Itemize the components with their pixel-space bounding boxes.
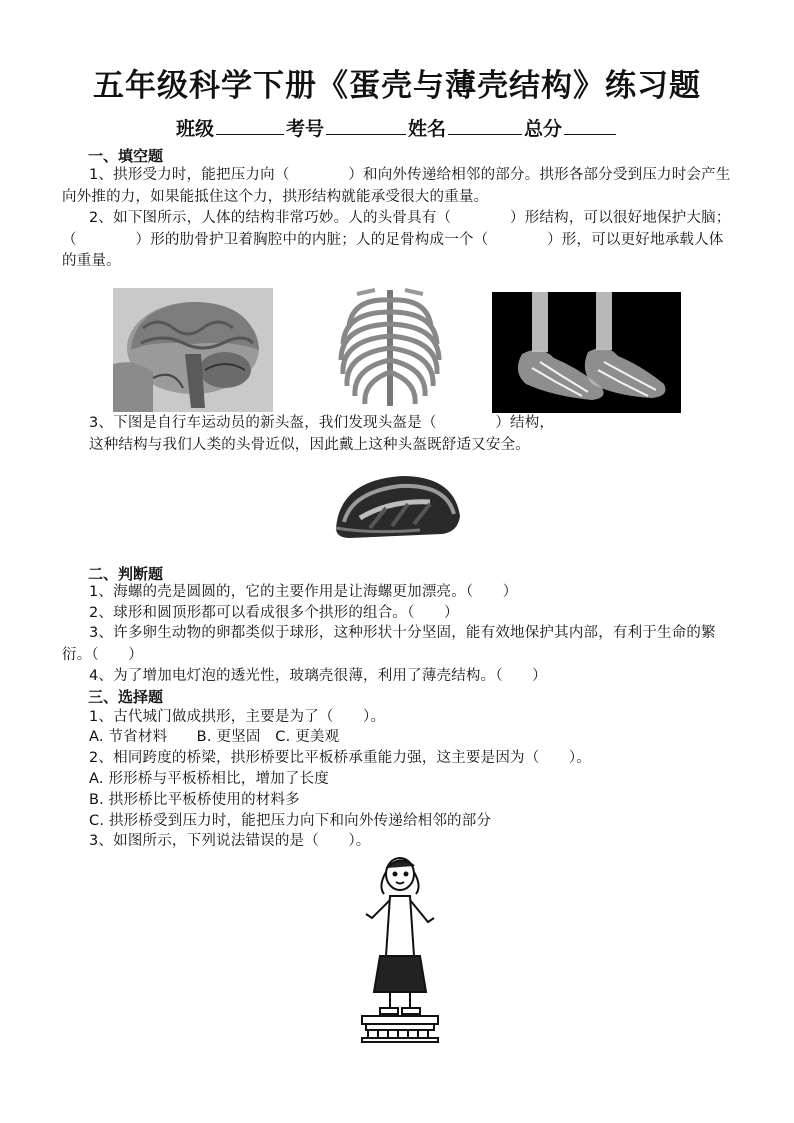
choice-question-1: 1、古代城门做成拱形，主要是为了（ ）。 — [89, 709, 386, 725]
score-label: 总分 — [524, 118, 563, 140]
fill-question-3-line1: 3、下图是自行车运动员的新头盔，我们发现头盔是（ ）结构， — [89, 415, 555, 431]
class-blank[interactable] — [216, 118, 284, 135]
skull-brain-image — [113, 288, 273, 412]
score-blank[interactable] — [564, 118, 616, 135]
fill-question-2: 2、如下图所示，人体的结构非常巧妙。人的头骨具有（ ）形结构，可以很好地保护大脑；（ ）形的肋骨护卫着胸腔中的内脏；人的足骨构成一个（ ）形，可以更好地承载人体的重量。 — [62, 210, 731, 269]
class-label: 班级 — [175, 118, 214, 140]
exam-no-label: 考号 — [285, 118, 324, 140]
student-info-line — [0, 114, 794, 141]
name-blank[interactable] — [448, 118, 522, 135]
section-multiple-choice-heading: 三、选择题 — [88, 688, 164, 706]
choice-question-2-option-c: C. 拱形桥受到压力时，能把压力向下和向外传递给相邻的部分 — [89, 813, 492, 829]
true-false-question-2: 2、球形和圆顶形都可以看成很多个拱形的组合。（ ） — [89, 605, 459, 621]
section-fill-blank-heading: 一、填空题 — [88, 147, 164, 165]
true-false-question-4: 4、为了增加电灯泡的透光性，玻璃壳很薄，利用了薄壳结构。（ ） — [89, 668, 547, 684]
section-true-false-heading: 二、判断题 — [88, 565, 164, 583]
fill-question-3-line2: 这种结构与我们人类的头骨近似，因此戴上这种头盔既舒适又安全。 — [89, 437, 530, 453]
choice-question-2-option-a: A. 形形桥与平板桥相比，增加了长度 — [89, 771, 329, 787]
page-title: 五年级科学下册《蛋壳与薄壳结构》练习题 — [93, 68, 701, 104]
exam-no-blank[interactable] — [326, 118, 406, 135]
name-label: 姓名 — [408, 118, 447, 140]
choice-question-2-option-b: B. 拱形桥比平板桥使用的材料多 — [89, 792, 300, 808]
fill-question-1: 1、拱形受力时，能把压力向（ ）和向外传递给相邻的部分。拱形各部分受到压力时会产生向外推的力，如果能抵住这个力，拱形结构就能承受很大的重量。 — [62, 167, 731, 205]
ribcage-image — [335, 286, 445, 412]
girl-standing-on-eggs-image — [350, 852, 450, 1044]
choice-question-2: 2、相同跨度的桥梁，拱形桥要比平板桥承重能力强，这主要是因为（ ）。 — [89, 750, 591, 766]
true-false-question-3: 3、许多卵生动物的卵都类似于球形，这种形状十分坚固，能有效地保护其内部，有利于生命的繁衍。（ ） — [62, 625, 716, 663]
true-false-question-1: 1、海螺的壳是圆圆的，它的主要作用是让海螺更加漂亮。（ ） — [89, 584, 518, 600]
foot-bone-xray-image — [492, 292, 681, 413]
choice-question-3: 3、如图所示，下列说法错误的是（ ）。 — [89, 833, 371, 849]
choice-question-1-options: A. 节省材料 B. 更坚固 C. 更美观 — [89, 729, 340, 745]
bicycle-helmet-image — [330, 470, 465, 545]
